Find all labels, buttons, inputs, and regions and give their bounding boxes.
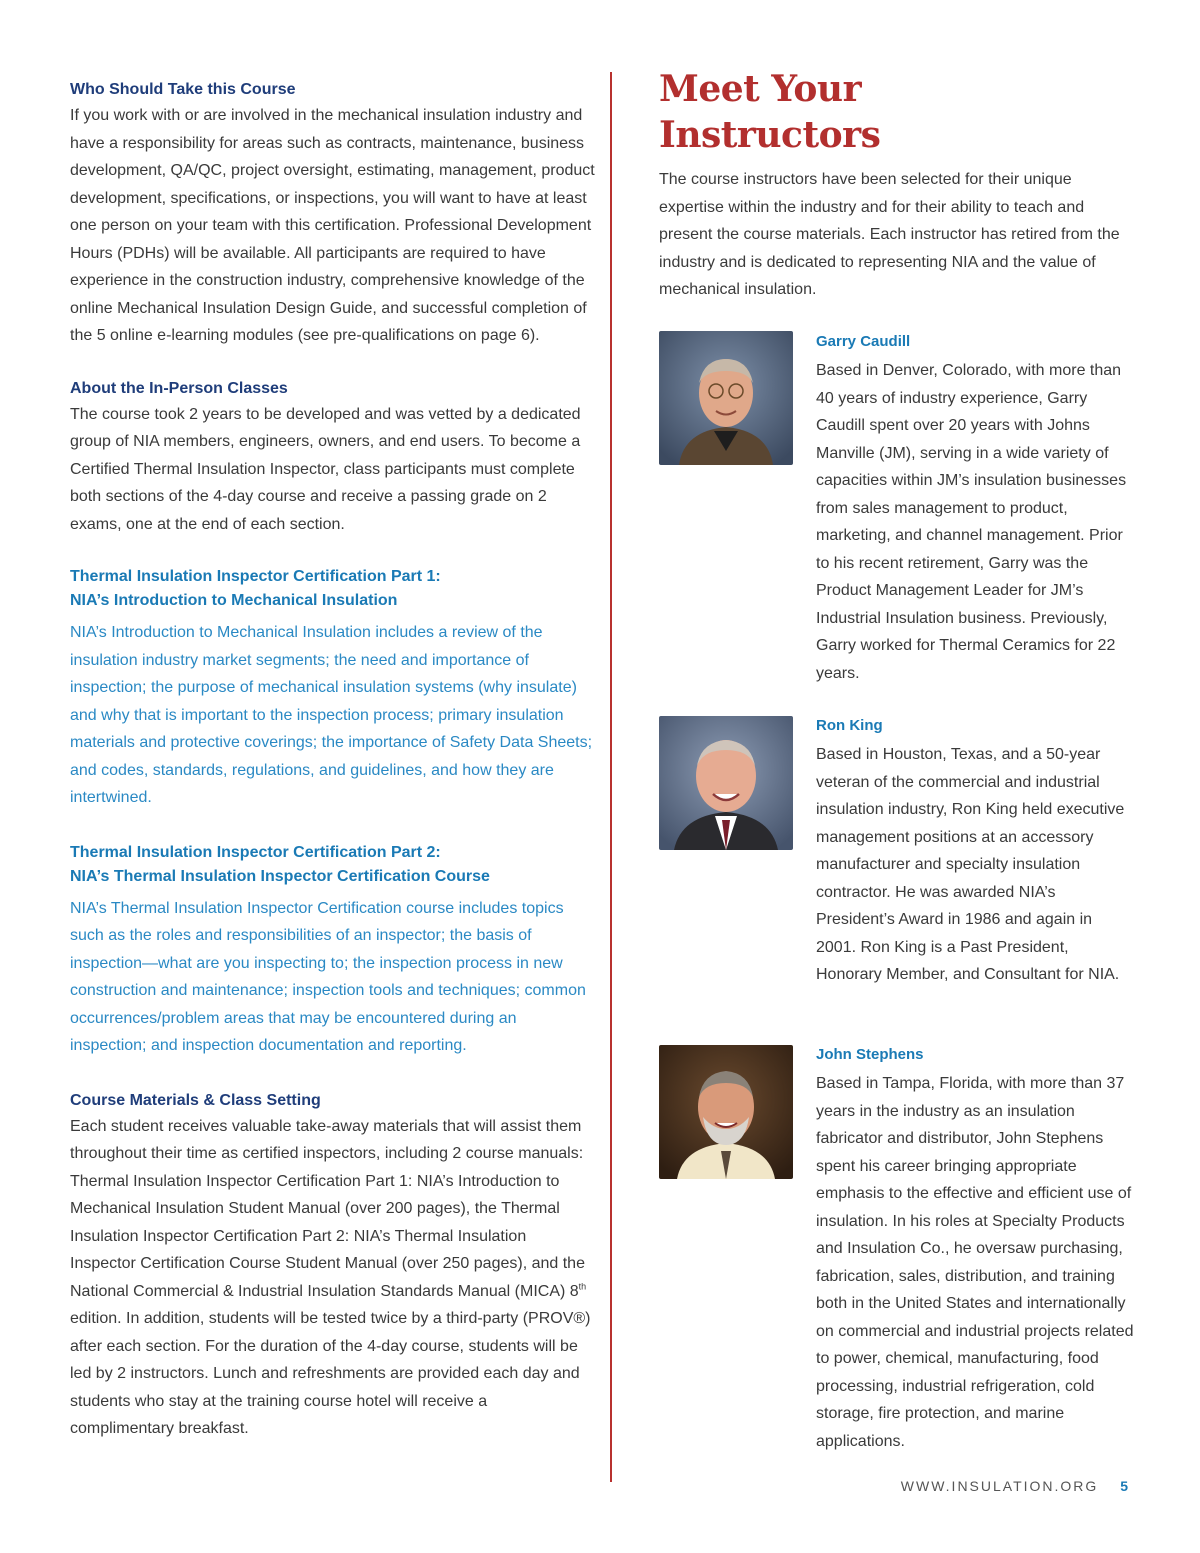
section-course-materials [70, 1089, 595, 1443]
body-text-part-2: edition. In addition, students will be tested twice by a third-party (PROV®) after each section. For the duration of the 4-day course, students will be led by 2 instructors. Lunch and refreshments are provided each day and students who stay at the training course hotel will receive a complimentary breakfast. [70, 1310, 591, 1437]
ordinal-superscript: th [578, 1281, 587, 1292]
section-certification-part-2 [70, 841, 595, 1060]
body-text-part-1: Each student receives valuable take-away materials that will assist them throughout their time as certified inspectors, including 2 course manuals: Thermal Insulation Inspector Certification Part 1: NIA’s Introduction to Mechanical Insulation Student Manual (over 200 pages), the Thermal Insulation Inspector Certification Part 2: NIA’s Thermal Insulation Inspector Certification Course Student Manual (over 250 pages), and the National Commercial & Industrial Insulation Standards Manual (MICA) 8 [70, 1117, 585, 1300]
section-certification-part-1 [70, 565, 595, 812]
instructor-description: Based in Tampa, Florida, with more than 37 years in the industry as an insulation fabricator and distributor, John Stephens spent his career bringing appropriate emphasis to the effective and efficient use of insulation. In his roles at Specialty Products and Insulation Co., he oversaw purchasing, fabrication, sales, distribution, and training both in the United States and internationally on commercial and industrial projects related to power, chemical, manufacturing, food processing, industrial refrigeration, cold storage, fire protection, and marine applications. [816, 1075, 1134, 1450]
section-title-line-2: NIA’s Introduction to Mechanical Insulation [70, 592, 398, 609]
section-title-line-1: Thermal Insulation Inspector Certification Part 2: [70, 843, 441, 861]
page-title-line-1: Meet Your [659, 68, 862, 110]
portrait-image [659, 1045, 793, 1179]
section-title [70, 565, 595, 613]
section-title: About the In-Person Classes [70, 379, 288, 397]
section-body: The course took 2 years to be developed and was vetted by a dedicated group of NIA members, engineers, owners, and end users. To become a Certified Thermal Insulation Inspector, class participants must complete both sections of the 4-day course and receive a passing grade on 2 exams, one at the end of each section. [70, 405, 581, 533]
section-title [70, 841, 595, 889]
portrait-image [659, 716, 793, 850]
instructor-name: Ron King [816, 717, 883, 734]
page-number: 5 [1120, 1478, 1128, 1494]
page-footer [901, 1478, 1128, 1494]
instructor-description: Based in Houston, Texas, and a 50-year veteran of the commercial and industrial insulation industry, Ron King held executive management positions at an accessory manufacturer and specialty insulation contractor. He was awarded NIA’s President’s Award in 1986 and again in 2001. Ron King is a Past President, Honorary Member, and Consultant for NIA. [816, 746, 1125, 983]
footer-url: WWW.INSULATION.ORG [900, 1478, 1099, 1494]
section-title: Course Materials & Class Setting [70, 1091, 321, 1109]
instructor-description: Based in Denver, Colorado, with more than 40 years of industry experience, Garry Caudill spent over 20 years with Johns Manville (JM), serving in a wide variety of capacities within JM’s insulation businesses from sales management to product, marketing, and channel management. Prior to his recent retirement, Garry was the Product Management Leader for JM’s Industrial Insulation business. Previously, Garry worked for Thermal Ceramics for 22 years. [816, 362, 1127, 682]
instructors-intro: The course instructors have been selected for their unique expertise within the industry and for their ability to teach and present the course materials. Each instructor has retired from the industry and is dedicated to representing NIA and the value of mechanical insulation. [659, 171, 1120, 298]
section-body [70, 1113, 595, 1443]
section-title-line-2: NIA’s Thermal Insulation Inspector Certification Course [70, 867, 490, 885]
left-column [70, 78, 595, 1470]
section-who-should-take [70, 78, 595, 350]
page-title [659, 66, 1139, 158]
instructor-photo [659, 331, 793, 465]
section-body: NIA’s Introduction to Mechanical Insulation includes a review of the insulation industry market segments; the need and importance of inspection; the purpose of mechanical insulation systems (why insulate) and why that is important to the inspection process; primary insulation materials and protective coverings; the importance of Safety Data Sheets; and codes, standards, regulations, and guidelines, and how they are intertwined. [70, 624, 593, 806]
instructor-bio [816, 330, 1136, 687]
section-in-person-classes [70, 377, 595, 539]
instructor-name: Garry Caudill [816, 333, 911, 350]
section-body: If you work with or are involved in the mechanical insulation industry and have a responsibility for areas such as contracts, maintenance, business development, QA/QC, project oversight, estimating, management, product development, specifications, or inspections, you will want to have at least one person on your team with this certification. Professional Development Hours (PDHs) will be available. All participants are required to have experience in the construction industry, comprehensive knowledge of the online Mechanical Insulation Design Guide, and successful completion of the 5 online e-learning modules (see pre-qualifications on page 6). [70, 107, 595, 344]
instructor-photo [659, 1045, 793, 1179]
section-title: Who Should Take this Course [70, 81, 296, 98]
column-divider [610, 72, 612, 1482]
instructor-photo [659, 716, 793, 850]
section-title-line-1: Thermal Insulation Inspector Certification Part 1: [70, 568, 441, 585]
instructor-bio [816, 1043, 1136, 1455]
page-title-line-2: Instructors [659, 114, 881, 156]
section-body: NIA’s Thermal Insulation Inspector Certification course includes topics such as the roles and responsibilities of an inspector; the basis of inspection—what are you inspecting to; the inspection process in new construction and maintenance; inspection tools and techniques; common occurrences/problem areas that may be encountered during an inspection; and inspection documentation and reporting. [70, 899, 586, 1054]
instructor-bio [816, 714, 1136, 989]
portrait-image [659, 331, 793, 465]
instructor-name: John Stephens [816, 1046, 924, 1063]
right-column [659, 66, 1139, 304]
